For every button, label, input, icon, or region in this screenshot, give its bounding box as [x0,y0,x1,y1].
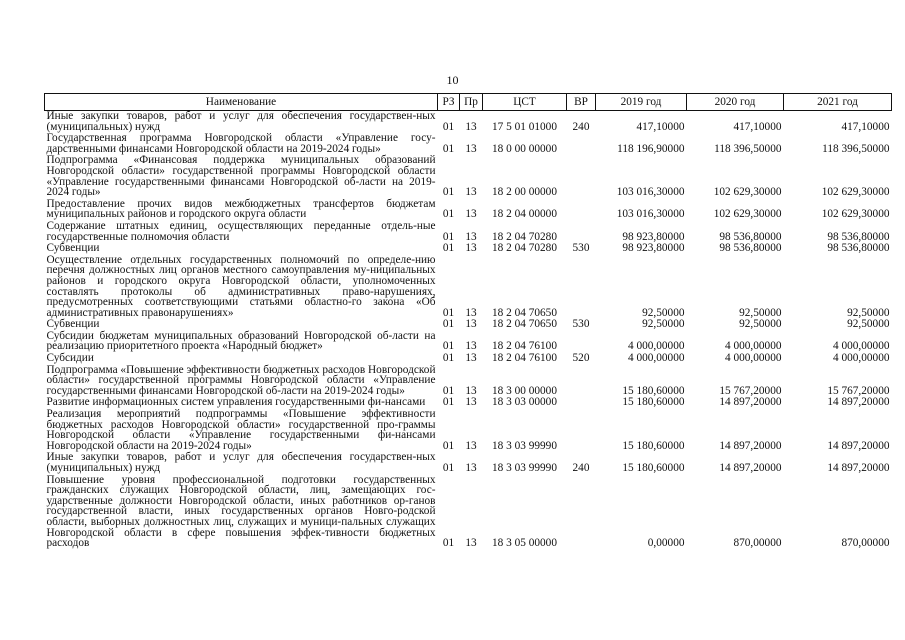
cell-2019: 0,00000 [647,537,685,550]
budget-table [44,93,892,550]
cell-name: Подпрограмма «Повышение эффективности бюджетных расходов Новгородской области» государственной программы Новгородской области «Управление государственными финансами Новгородской об-ласти на 2019-2024 годы» [46,363,436,397]
cell-2019: 98 923,80000 [622,242,685,255]
cell-2020: 14 897,20000 [719,396,782,409]
cell-vr [567,199,596,221]
cell-name: Повышение уровня профессиональной подготовки государственных гражданских служащих Новгородской области, лиц, замещающих гос-ударственные должности Новгородской области, иных работников ор-ганов государственной власти, иных государственных органов Новго-родской области, выборных должностных лиц, служащих и муници-пальных служащих Новгородской области в сфере повышения эффек-тивности бюджетных расходов [46,473,436,550]
table-row [45,353,892,365]
table-row [45,243,892,255]
cell-2019: 15 180,60000 [622,462,685,474]
cell-cst: 18 3 05 00000 [492,537,557,550]
table-row [45,199,892,221]
cell-cst: 18 2 00 00000 [492,186,557,199]
cell-rz: 01 [442,120,455,133]
table-row [45,365,892,398]
table-row [45,255,892,320]
cell-2021: 15 767,20000 [827,384,890,397]
cell-2020: 417,10000 [733,120,782,133]
cell-name: Осуществление отдельных государственных полномочий по определе-нию перечня должностных лиц органов местного самоуправления му-ниципальных районов и городского округа Новгородской области, уполномоченных составлять протоколы об административных право-нарушениях, предусмотренных соответствующими статьями областно-го закона «Об административных правонарушениях» [46,253,436,319]
cell-rz: 01 [442,242,455,255]
cell-2019: 103 016,30000 [616,208,685,221]
cell-pr: 13 [465,352,477,365]
table-row [45,452,892,474]
cell-2021: 102 629,30000 [821,208,890,221]
cell-cst: 18 3 03 99990 [492,439,557,452]
header-vr: ВР [567,94,596,111]
cell-cst: 18 2 04 76100 [492,352,557,365]
cell-name: Подпрограмма «Финансовая поддержка муниципальных образований Новгородской области» государственной программы Новгородской области «Управление государственными финансами Новгородской об-ласти на 2019-2024 годы» [46,154,436,199]
cell-2019: 118 196,90000 [617,142,685,155]
cell-pr: 13 [465,318,477,331]
cell-2020: 118 396,50000 [714,142,782,155]
cell-vr: 240 [572,462,590,474]
cell-cst: 18 2 04 00000 [492,208,557,221]
cell-pr: 13 [465,230,477,243]
cell-cst: 18 2 04 70280 [492,230,557,243]
cell-name: Субсидии бюджетам муниципальных образований Новгородской об-ласти на реализацию приоритетного проекта «Народный бюджет» [46,329,436,353]
cell-vr [567,133,596,155]
cell-2021: 14 897,20000 [827,462,890,474]
cell-2021: 870,00000 [841,537,890,550]
cell-vr: 520 [572,352,590,365]
cell-2020: 15 767,20000 [719,384,782,397]
cell-2019: 15 180,60000 [622,396,685,409]
cell-2019: 92,50000 [642,306,685,319]
cell-pr: 13 [465,208,477,221]
cell-pr: 13 [465,384,477,397]
cell-2019: 417,10000 [636,120,685,133]
cell-vr: 530 [572,318,590,331]
cell-2021: 92,50000 [847,306,890,319]
cell-rz: 01 [442,462,455,474]
cell-2020: 4 000,00000 [725,340,782,353]
cell-2021: 14 897,20000 [827,396,890,409]
cell-2021: 118 396,50000 [822,142,890,155]
cell-pr: 13 [465,340,477,353]
cell-2021: 417,10000 [841,120,890,133]
cell-pr: 13 [465,142,477,155]
cell-cst: 18 2 04 70650 [492,318,557,331]
cell-pr: 13 [465,462,477,474]
cell-rz: 01 [442,537,455,550]
cell-name: Содержание штатных единиц, осуществляющих переданные отдель-ные государственные полномочия области [46,219,436,243]
cell-name: Предоставление прочих видов межбюджетных трансфертов бюджетам муниципальных районов и городского округа области [46,197,436,221]
table-body [45,111,892,550]
cell-name: Иные закупки товаров, работ и услуг для обеспечения государствен-ных (муниципальных) нужд [46,110,436,133]
cell-pr: 13 [465,186,477,199]
cell-2020: 14 897,20000 [719,462,782,474]
cell-rz: 01 [442,439,455,452]
cell-name: Развитие информационных систем управления государственными фи-нансами [46,396,426,409]
cell-2019: 4 000,00000 [628,340,685,353]
cell-2021: 98 536,80000 [827,242,890,255]
header-2021: 2021 год [784,94,892,111]
header-2019: 2019 год [596,94,687,111]
cell-vr [567,255,596,320]
cell-rz: 01 [442,186,455,199]
cell-2021: 4 000,00000 [833,340,890,353]
table-header-row [45,94,892,111]
cell-2020: 870,00000 [733,537,782,550]
cell-cst: 18 0 00 00000 [492,142,557,155]
cell-2020: 98 536,80000 [719,230,782,243]
cell-2019: 92,50000 [642,318,685,331]
cell-name: Субвенции [46,318,100,331]
cell-rz: 01 [442,340,455,353]
cell-rz: 01 [442,306,455,319]
cell-cst: 18 2 04 76100 [492,340,557,353]
cell-pr: 13 [465,396,477,409]
header-name: Наименование [45,94,438,111]
table-row [45,409,892,452]
table-row [45,221,892,243]
cell-rz: 01 [442,208,455,221]
cell-2021: 14 897,20000 [827,439,890,452]
cell-rz: 01 [442,384,455,397]
header-rz: РЗ [438,94,460,111]
cell-rz: 01 [442,318,455,331]
table-row [45,111,892,134]
cell-cst: 18 2 04 70650 [492,306,557,319]
cell-cst: 18 2 04 70280 [492,242,557,255]
cell-vr [567,221,596,243]
cell-2020: 98 536,80000 [719,242,782,255]
cell-2019: 15 180,60000 [622,439,685,452]
cell-rz: 01 [442,230,455,243]
cell-name: Государственная программа Новгородской области «Управление госу-дарственными финансами Новгородской области на 2019-2024 годы» [46,132,436,155]
cell-name: Реализация мероприятий подпрограммы «Повышение эффективности бюджетных расходов Новгородской области» государственной про-граммы Новгородской области «Управление государственными фи-нансами Новгородской области на 2019-2024 годы» [46,408,436,452]
cell-cst: 18 3 00 00000 [492,384,557,397]
cell-cst: 18 3 03 99990 [492,462,557,474]
cell-cst: 17 5 01 01000 [492,120,557,133]
cell-pr: 13 [465,120,477,133]
cell-vr [567,331,596,353]
table-row [45,133,892,155]
cell-vr [567,397,596,409]
header-pr: Пр [460,94,483,111]
cell-pr: 13 [465,439,477,452]
cell-2020: 4 000,00000 [725,352,782,365]
table-row [45,475,892,550]
cell-vr [567,475,596,550]
cell-vr: 240 [572,120,590,133]
cell-2020: 14 897,20000 [719,439,782,452]
cell-rz: 01 [442,142,455,155]
cell-2019: 103 016,30000 [616,186,685,199]
cell-2019: 4 000,00000 [628,352,685,365]
cell-pr: 13 [465,242,477,255]
page-number: 10 [446,73,459,87]
cell-cst: 18 3 03 00000 [492,396,557,409]
cell-vr [567,409,596,452]
cell-vr: 530 [572,242,590,255]
cell-rz: 01 [442,352,455,365]
cell-vr [567,365,596,398]
cell-name: Субсидии [46,352,94,365]
cell-2020: 92,50000 [739,318,782,331]
cell-vr [567,155,596,198]
cell-2021: 98 536,80000 [827,230,890,243]
table-row [45,155,892,198]
cell-2019: 98 923,80000 [622,230,685,243]
header-cst: ЦСТ [483,94,567,111]
cell-2021: 4 000,00000 [833,352,890,365]
cell-2020: 102 629,30000 [713,208,782,221]
cell-2021: 102 629,30000 [821,186,890,199]
cell-pr: 13 [465,537,477,550]
header-2020: 2020 год [687,94,784,111]
cell-name: Субвенции [46,242,100,255]
cell-2021: 92,50000 [847,318,890,331]
table-row [45,331,892,353]
cell-2020: 102 629,30000 [713,186,782,199]
cell-rz: 01 [442,396,455,409]
cell-pr: 13 [465,306,477,319]
cell-2019: 15 180,60000 [622,384,685,397]
cell-name: Иные закупки товаров, работ и услуг для обеспечения государствен-ных (муниципальных) нужд [46,451,436,474]
cell-2020: 92,50000 [739,306,782,319]
